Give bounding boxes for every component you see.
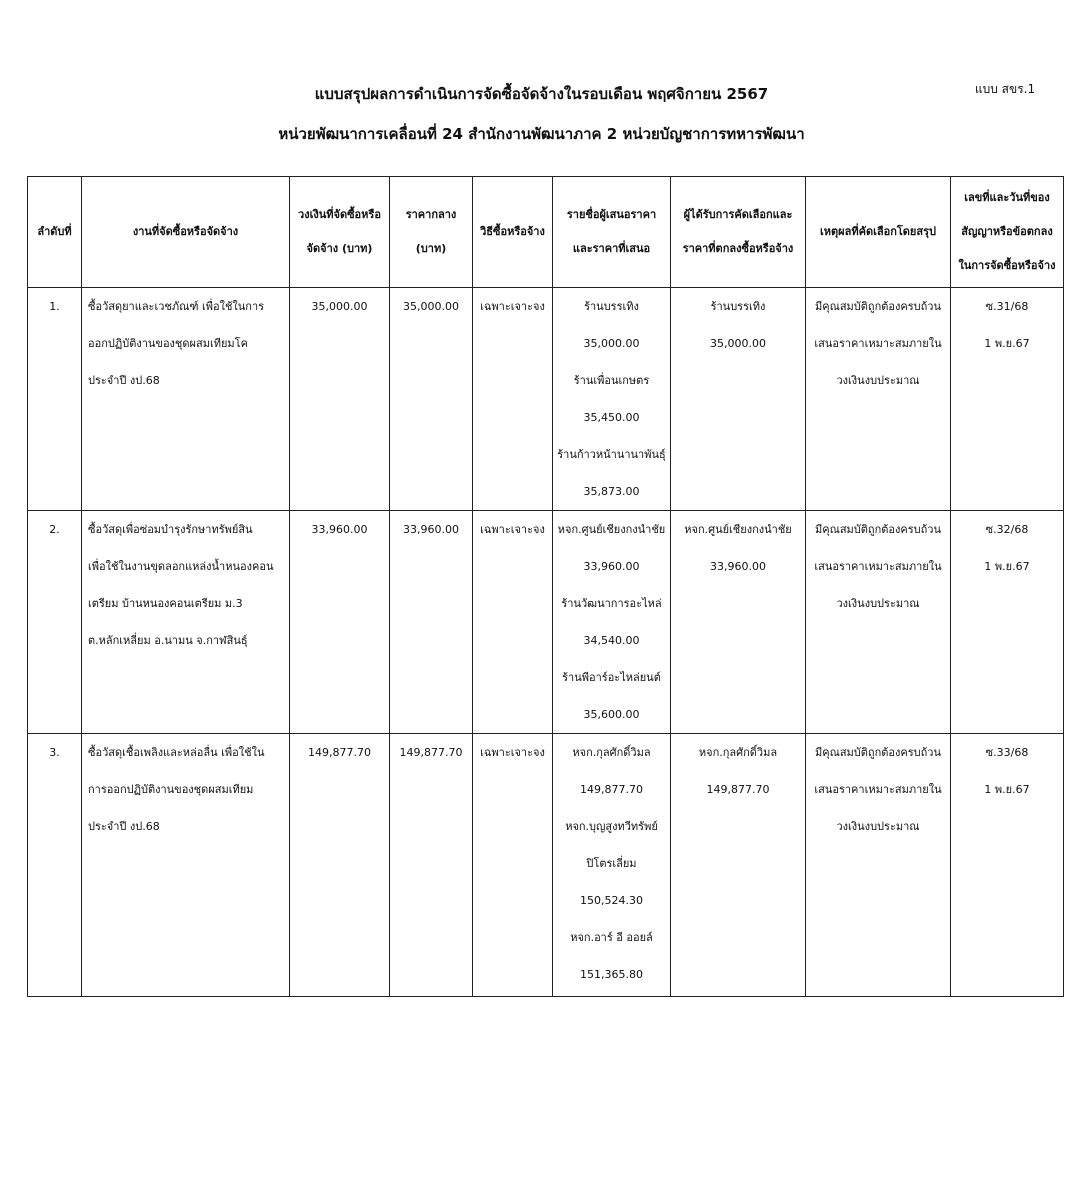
- header-median-line: (บาท): [415, 242, 447, 255]
- row-method: เฉพาะเจาะจง: [473, 511, 553, 734]
- table-row: [28, 511, 1064, 734]
- work-line: ประจำปี งป.68: [88, 820, 160, 833]
- bidder-line: 150,524.30: [580, 894, 643, 907]
- form-code: แบบ สขร.1: [974, 82, 1036, 96]
- header-work: งานที่จัดซื้อหรือจัดจ้าง: [82, 177, 290, 288]
- work-line: ออกปฏิบัติงานของชุดผสมเทียมโค: [88, 337, 248, 350]
- bidder-line: 149,877.70: [580, 783, 643, 796]
- bidder-line: ร้านบรรเทิง: [584, 300, 639, 313]
- selected-line: ร้านบรรเทิง: [710, 300, 766, 313]
- header-selected-line: ราคาที่ตกลงซื้อหรือจ้าง: [682, 242, 794, 255]
- row-work: [82, 511, 290, 734]
- selected-line: 35,000.00: [710, 337, 766, 350]
- header-reason: เหตุผลที่คัดเลือกโดยสรุป: [806, 177, 951, 288]
- row-work: [82, 288, 290, 511]
- row-budget: 33,960.00: [290, 511, 390, 734]
- row-budget: 149,877.70: [290, 734, 390, 997]
- reason-line: วงเงินงบประมาณ: [836, 374, 920, 387]
- row-bidders: [553, 288, 671, 511]
- header-row: [28, 177, 1064, 288]
- reason-line: มีคุณสมบัติถูกต้องครบถ้วน: [815, 746, 941, 759]
- selected-line: หจก.ศูนย์เชียงกงนำชัย: [684, 523, 792, 536]
- selected-line: หจก.กุลศักดิ์วิมล: [698, 746, 778, 759]
- page-subtitle: หน่วยพัฒนาการเคลื่อนที่ 24 สำนักงานพัฒนาภาค 2 หน่วยบัญชาการทหารพัฒนา: [278, 125, 805, 143]
- bidder-line: ร้านวัฒนาการอะไหล่: [561, 597, 662, 610]
- reason-line: เสนอราคาเหมาะสมภายใน: [814, 783, 942, 796]
- row-work: [82, 734, 290, 997]
- bidder-line: ร้านก้าวหน้านานาพันธุ์: [557, 448, 666, 461]
- reason-line: มีคุณสมบัติถูกต้องครบถ้วน: [815, 300, 941, 313]
- row-budget: 35,000.00: [290, 288, 390, 511]
- bidder-line: 151,365.80: [580, 968, 643, 981]
- row-contract: [951, 734, 1064, 997]
- contract-line: 1 พ.ย.67: [984, 560, 1030, 573]
- header-bidders-line: รายชื่อผู้เสนอราคา: [566, 208, 657, 221]
- work-line: ซื้อวัสดุเพื่อซ่อมบำรุงรักษาทรัพย์สิน: [88, 523, 253, 536]
- bidder-line: หจก.อาร์ อี ออยล์: [570, 931, 653, 944]
- work-line: ต.หลักเหลี่ยม อ.นามน จ.กาฬสินธุ์: [88, 634, 248, 647]
- header-no: ลำดับที่: [28, 177, 82, 288]
- header-budget-line: จัดจ้าง (บาท): [306, 242, 373, 255]
- header-budget: [290, 177, 390, 288]
- reason-line: วงเงินงบประมาณ: [836, 597, 920, 610]
- bidder-line: ร้านพีอาร์อะไหล่ยนต์: [562, 671, 661, 684]
- header-contract: [951, 177, 1064, 288]
- row-no: 3.: [28, 734, 82, 997]
- bidder-line: 35,000.00: [583, 337, 640, 350]
- header-bidders: [553, 177, 671, 288]
- row-reason: [806, 511, 951, 734]
- contract-line: 1 พ.ย.67: [984, 337, 1030, 350]
- reason-line: มีคุณสมบัติถูกต้องครบถ้วน: [815, 523, 941, 536]
- row-reason: [806, 288, 951, 511]
- row-contract: [951, 288, 1064, 511]
- bidder-line: หจก.ศูนย์เชียงกงนำชัย: [557, 523, 666, 536]
- table-row: [28, 734, 1064, 997]
- bidder-line: ปิโตรเลี่ยม: [586, 857, 637, 870]
- bidder-line: 35,873.00: [583, 485, 640, 498]
- bidder-line: 35,600.00: [583, 708, 640, 721]
- procurement-summary-table: [27, 176, 1064, 997]
- header-median-line: ราคากลาง: [405, 208, 457, 221]
- work-line: เพื่อใช้ในงานขุดลอกแหล่งน้ำหนองคอน: [88, 560, 274, 573]
- contract-line: ซ.32/68: [985, 523, 1029, 536]
- row-selected: [671, 288, 806, 511]
- work-line: การออกปฏิบัติงานของชุดผสมเทียม: [88, 783, 254, 796]
- header-contract-line: ในการจัดซื้อหรือจ้าง: [958, 259, 1056, 272]
- selected-line: 33,960.00: [710, 560, 766, 573]
- selected-line: 149,877.70: [706, 783, 770, 796]
- header-method: วิธีซื้อหรือจ้าง: [473, 177, 553, 288]
- header-budget-line: วงเงินที่จัดซื้อหรือ: [298, 208, 381, 221]
- work-line: ซื้อวัสดุยาและเวชภัณฑ์ เพื่อใช้ในการ: [88, 300, 265, 313]
- row-method: เฉพาะเจาะจง: [473, 288, 553, 511]
- bidder-line: หจก.บุญสูงทวีทรัพย์: [565, 820, 658, 833]
- work-line: ประจำปี งป.68: [88, 374, 160, 387]
- row-reason: [806, 734, 951, 997]
- header-selected: [671, 177, 806, 288]
- row-contract: [951, 511, 1064, 734]
- reason-line: วงเงินงบประมาณ: [836, 820, 920, 833]
- bidder-line: ร้านเพื่อนเกษตร: [573, 374, 650, 387]
- row-median-price: 149,877.70: [390, 734, 473, 997]
- header-contract-line: สัญญาหรือข้อตกลง: [961, 225, 1053, 238]
- row-method: เฉพาะเจาะจง: [473, 734, 553, 997]
- contract-line: 1 พ.ย.67: [984, 783, 1030, 796]
- reason-line: เสนอราคาเหมาะสมภายใน: [814, 337, 942, 350]
- page-title: แบบสรุปผลการดำเนินการจัดซื้อจัดจ้างในรอบเดือน พฤศจิกายน 2567: [314, 85, 769, 103]
- table-row: [28, 288, 1064, 511]
- contract-line: ซ.33/68: [985, 746, 1029, 759]
- work-line: เตรียม บ้านหนองคอนเตรียม ม.3: [88, 597, 243, 610]
- header-contract-line: เลขที่และวันที่ของ: [964, 191, 1050, 204]
- row-bidders: [553, 511, 671, 734]
- row-selected: [671, 511, 806, 734]
- bidder-line: หจก.กุลศักดิ์วิมล: [572, 746, 651, 759]
- bidder-line: 35,450.00: [583, 411, 640, 424]
- header-median-price: [390, 177, 473, 288]
- reason-line: เสนอราคาเหมาะสมภายใน: [814, 560, 942, 573]
- row-no: 2.: [28, 511, 82, 734]
- bidder-line: 33,960.00: [583, 560, 640, 573]
- header-bidders-line: และราคาที่เสนอ: [572, 242, 651, 255]
- bidder-line: 34,540.00: [583, 634, 640, 647]
- row-bidders: [553, 734, 671, 997]
- row-median-price: 35,000.00: [390, 288, 473, 511]
- contract-line: ซ.31/68: [985, 300, 1029, 313]
- work-line: ซื้อวัสดุเชื้อเพลิงและหล่อลื่น เพื่อใช้ใน: [88, 746, 265, 759]
- row-no: 1.: [28, 288, 82, 511]
- row-median-price: 33,960.00: [390, 511, 473, 734]
- header-selected-line: ผู้ได้รับการคัดเลือกและ: [683, 208, 793, 221]
- row-selected: [671, 734, 806, 997]
